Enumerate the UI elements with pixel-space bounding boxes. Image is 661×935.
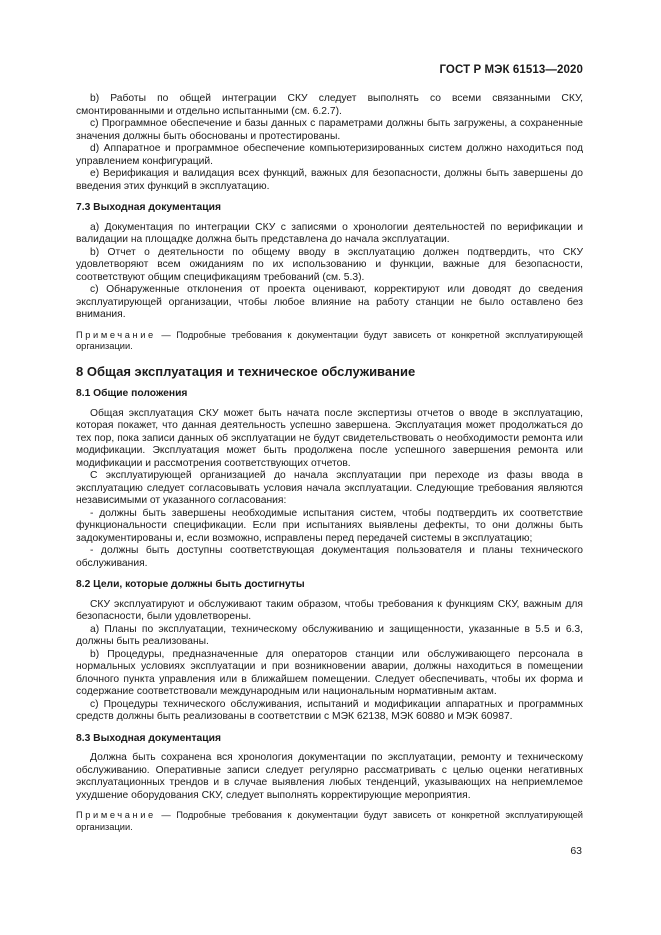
paragraph: С эксплуатирующей организацией до начала эксплуатации при переходе из фазы ввода в эксплуатацию следует согласовывать условия начала эксплуатации. Следующие требования являются независимыми от указанного согласования:: [76, 470, 583, 506]
note: [76, 810, 583, 833]
note-text: — Подробные требования к документации будут зависеть от конкретной эксплуатирующей организации.: [76, 329, 583, 351]
paragraph: СКУ эксплуатируют и обслуживают таким образом, чтобы требования к функциям СКУ, важным для безопасности, были удовлетворены.: [76, 598, 583, 622]
note-label: Примечание: [76, 810, 156, 820]
list-item: c) Обнаруженные отклонения от проекта оценивают, корректируют или доводят до сведения эксплуатирующей организации, чтобы любое влияние на работу станции не было оставлено без внимания.: [76, 284, 583, 320]
list-item: c) Процедуры технического обслуживания, испытаний и модификации аппаратных и программных средств должны быть реализованы в соответствии с МЭК 62138, МЭК 60880 и МЭК 60987.: [76, 698, 583, 722]
list-item: - должны быть доступны соответствующая документация пользователя и планы технического обслуживания.: [76, 545, 583, 569]
section-heading-8-2: 8.2 Цели, которые должны быть достигнуты: [76, 579, 305, 590]
section-heading-8-3: 8.3 Выходная документация: [76, 732, 221, 744]
list-item: c) Программное обеспечение и базы данных с параметрами должны быть загружены, а сохраненные значения должны быть обоснованы и протестированы.: [76, 118, 583, 142]
section-heading-8: 8 Общая эксплуатация и техническое обслуживание: [76, 363, 416, 379]
list-item: b) Работы по общей интеграции СКУ следует выполнять со всеми связанными СКУ, смонтированными и отдельно испытанными (см. 6.2.7).: [76, 93, 583, 117]
list-item: b) Отчет о деятельности по общему вводу в эксплуатацию должен подтвердить, что СКУ удовлетворяют всем ожиданиям по их использованию и функции, важные для безопасности, соответствуют общим спецификациям требований (см. 5.3).: [76, 246, 583, 283]
note-label: Примечание: [76, 329, 156, 340]
list-item: e) Верификация и валидация всех функций, важных для безопасности, должны быть завершены до введения этих функций в эксплуатацию.: [76, 168, 583, 192]
section-heading-8-1: 8.1 Общие положения: [76, 388, 188, 399]
paragraph: Должна быть сохранена вся хронология документации по эксплуатации, ремонту и техническому обслуживанию. Оперативные записи следует регулярно рассматривать с целью оценки негативных эксплуатационных трендов и в случае выявления любых тенденций, указывающих на неприемлемое ухудшение оборудования СКУ, следует выполнять корректирующие мероприятия.: [76, 752, 583, 801]
list-item: - должны быть завершены необходимые испытания систем, чтобы подтвердить их соответствие функциональности спецификации. Если при испытаниях выявлены дефекты, то они должны быть задокументированы и, если возможно, исправлены перед передачей системы в эксплуатацию;: [76, 507, 583, 544]
paragraph: Общая эксплуатация СКУ может быть начата после экспертизы отчетов о вводе в эксплуатацию, которая покажет, что данная деятельность успешно завершена. Эксплуатация может продолжаться до тех пор, пока записи данных об эксплуатации не будут свидетельствовать о необходимости ремонта или модификации. Эксплуатация может быть продолжена после успешного завершения ремонта или модификации и рассмотрения соответствующих отчетов.: [76, 407, 583, 469]
list-item: a) Документация по интеграции СКУ с записями о хронологии деятельностей по верификации и валидации на площадке должна быть представлена до начала эксплуатации.: [76, 221, 583, 245]
note: [76, 330, 583, 353]
note-text: — Подробные требования к документации будут зависеть от конкретной эксплуатирующей организации.: [76, 810, 583, 832]
page-number: 63: [570, 845, 582, 857]
list-item: a) Планы по эксплуатации, техническому обслуживанию и защищенности, указанные в 5.5 и 6.3, должны быть реализованы.: [76, 623, 583, 647]
section-heading-7-3: 7.3 Выходная документация: [76, 202, 221, 213]
list-item: b) Процедуры, предназначенные для операторов станции или обслуживающего персонала в нормальных условиях эксплуатации и при возникновении аварии, должны находиться в помещении блочного пункта управления или в ближайшем помещении. Следует обеспечивать, чтобы их форма и содержание соответствовали международным или национальным нормативным актам.: [76, 648, 583, 697]
page-content: [76, 93, 583, 837]
list-item: d) Аппаратное и программное обеспечение компьютеризированных систем должно находиться под управлением конфигураций.: [76, 143, 583, 167]
document-code: ГОСТ Р МЭК 61513—2020: [439, 64, 583, 76]
